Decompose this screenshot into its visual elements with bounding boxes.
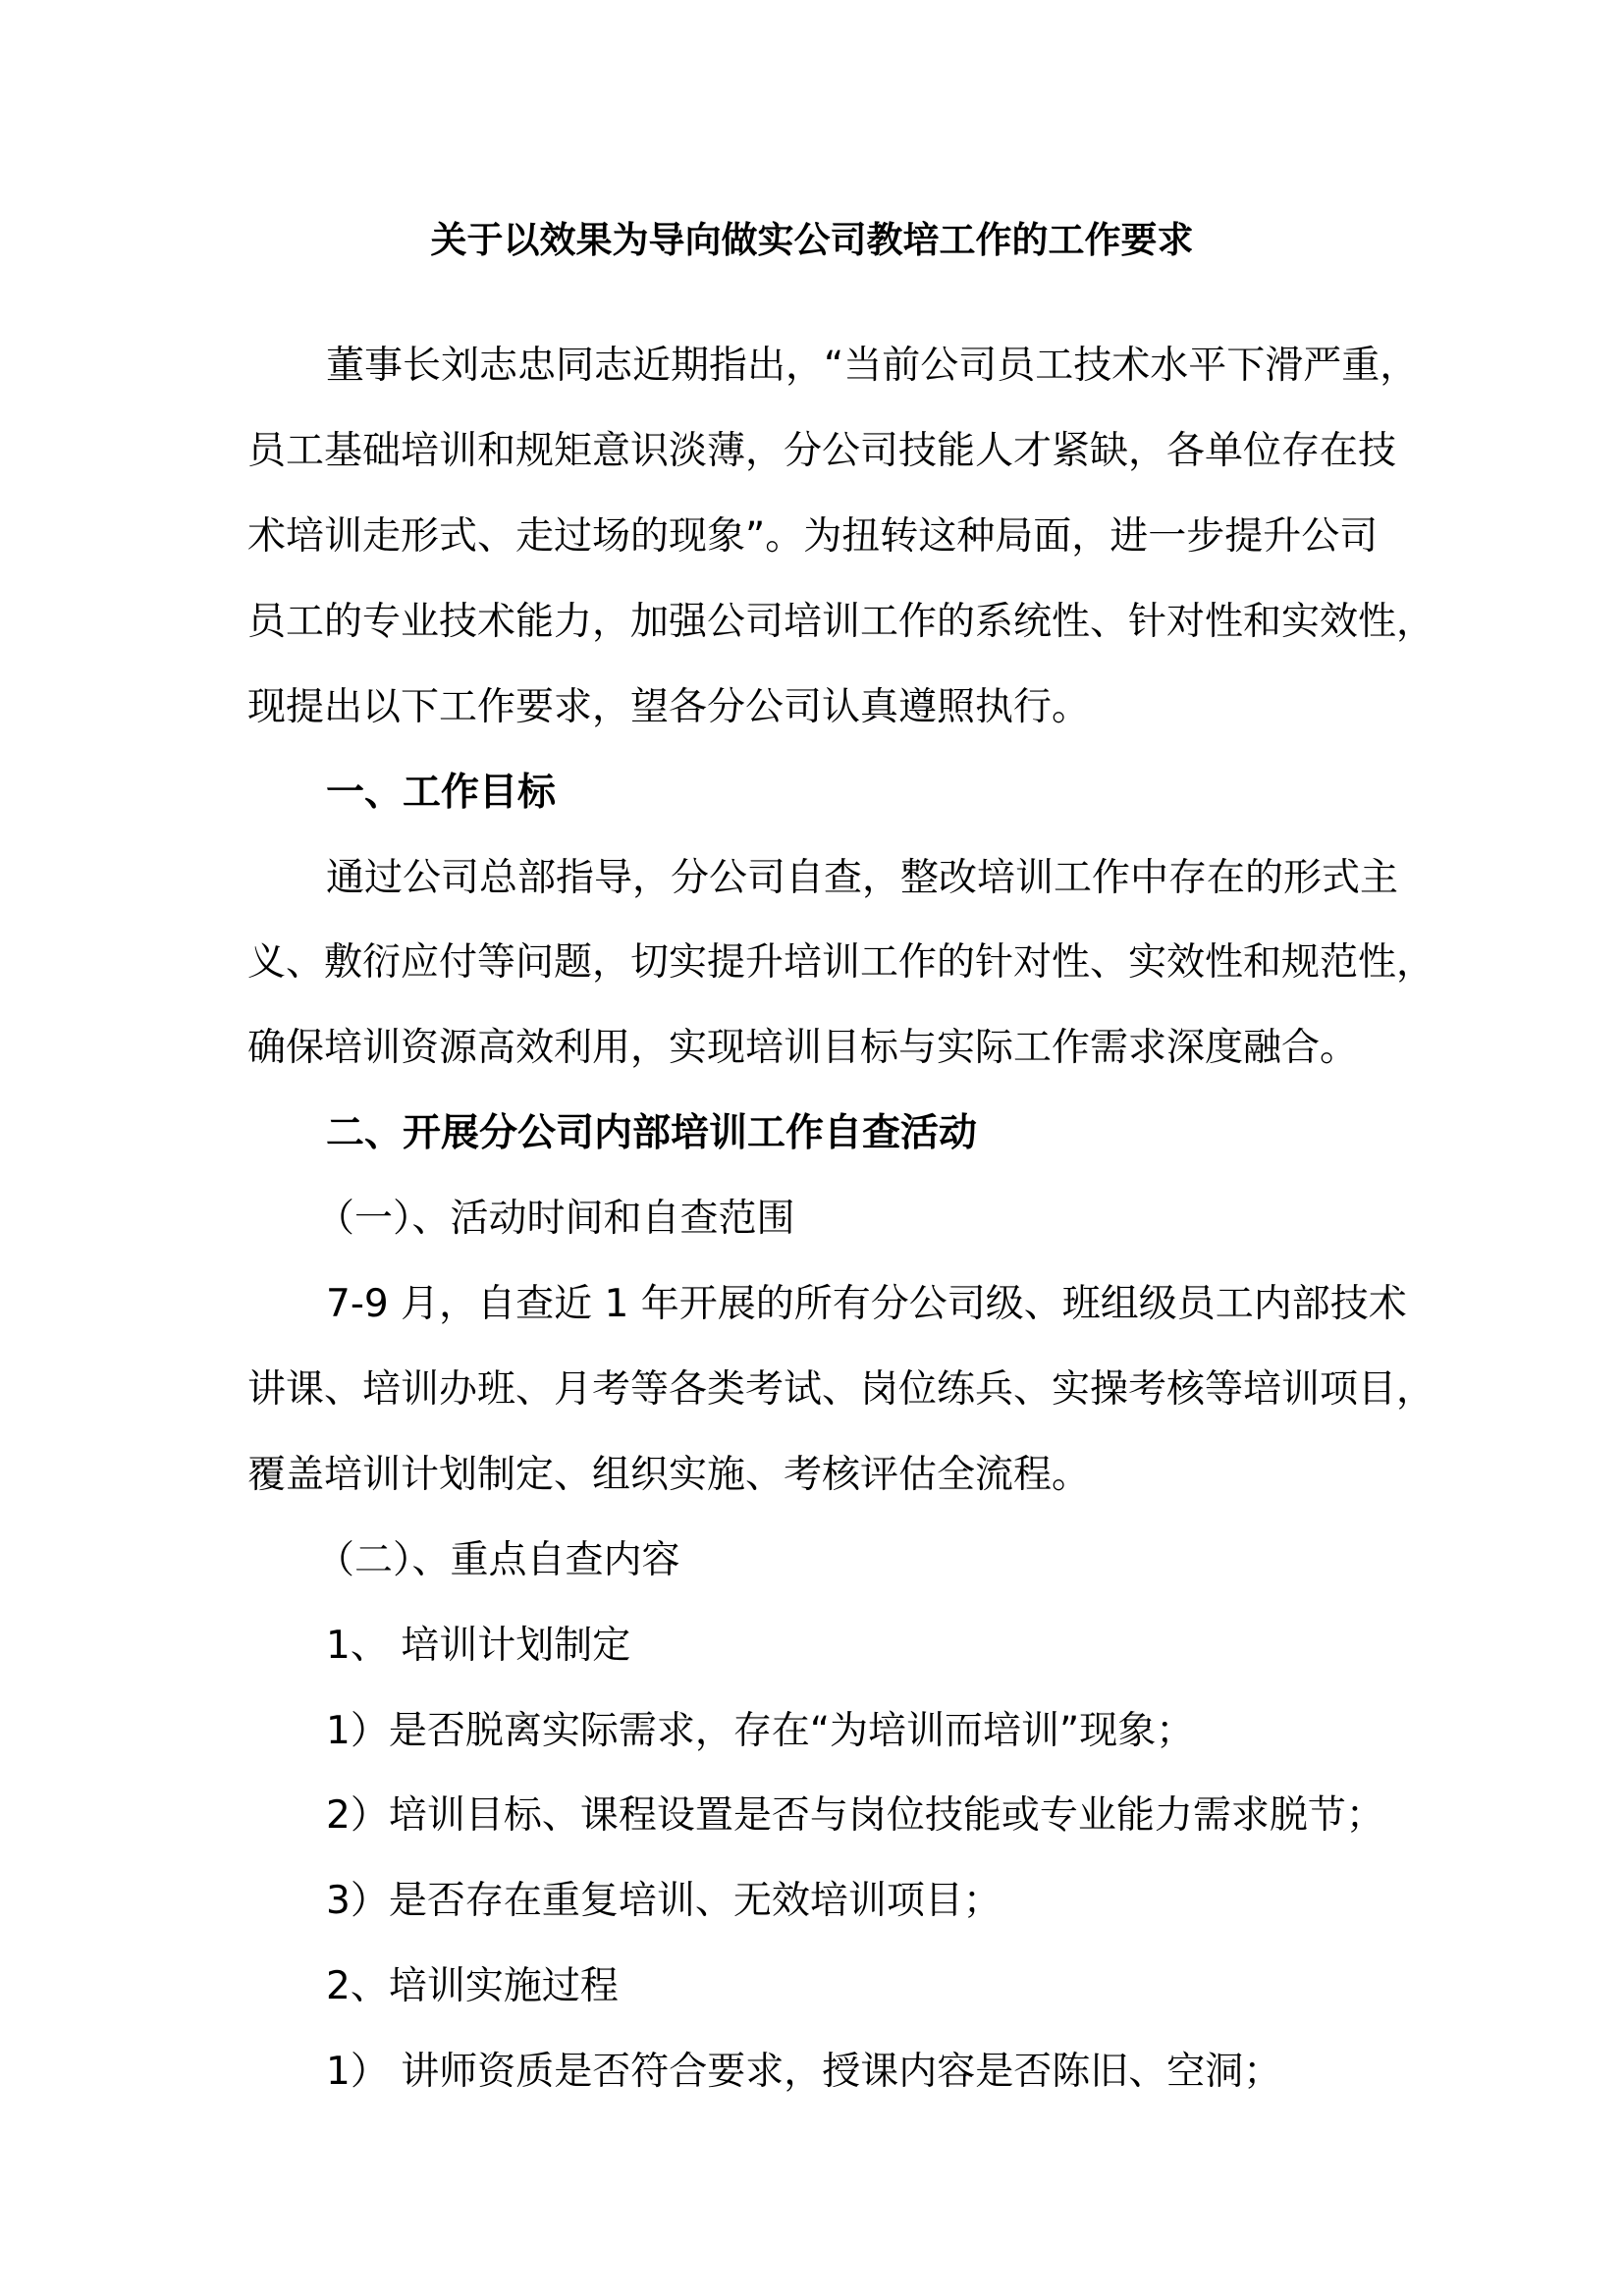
paragraph-line: 通过公司总部指导，分公司自查，整改培训工作中存在的形式主 bbox=[326, 856, 1399, 900]
paragraph-line: 员工基础培训和规矩意识淡薄，分公司技能人才紧缺，各单位存在技 bbox=[247, 429, 1397, 473]
paragraph-line: 术培训走形式、走过场的现象”。为扭转这种局面，进一步提升公司 bbox=[247, 514, 1379, 559]
paragraph-line: 讲课、培训办班、月考等各类考试、岗位练兵、实操考核等培训项目， bbox=[247, 1367, 1435, 1412]
list-item: 3）是否存在重复培训、无效培训项目； bbox=[326, 1879, 1001, 1923]
list-item: 2）培训目标、课程设置是否与岗位技能或专业能力需求脱节； bbox=[326, 1793, 1384, 1838]
paragraph-line: 确保培训资源高效利用，实现培训目标与实际工作需求深度融合。 bbox=[247, 1026, 1359, 1070]
paragraph-line: 7-9 月，自查近 1 年开展的所有分公司级、班组级员工内部技术 bbox=[326, 1282, 1407, 1326]
subsection-heading: （二）、重点自查内容 bbox=[316, 1538, 680, 1582]
list-item: 2、培训实施过程 bbox=[326, 1964, 619, 2008]
section-heading-2: 二、开展分公司内部培训工作自查活动 bbox=[326, 1111, 978, 1155]
list-item: 1）是否脱离实际需求，存在“为培训而培训”现象； bbox=[326, 1709, 1195, 1753]
paragraph-line: 覆盖培训计划制定、组织实施、考核评估全流程。 bbox=[247, 1453, 1091, 1497]
list-item: 1） 讲师资质是否符合要求，授课内容是否陈旧、空洞； bbox=[326, 2050, 1282, 2094]
section-heading-1: 一、工作目标 bbox=[326, 771, 557, 815]
paragraph-line: 现提出以下工作要求，望各分公司认真遵照执行。 bbox=[247, 685, 1091, 729]
paragraph-line: 员工的专业技术能力，加强公司培训工作的系统性、针对性和实效性， bbox=[247, 600, 1435, 644]
document-title: 关于以效果为导向做实公司教培工作的工作要求 bbox=[430, 219, 1194, 261]
paragraph-line: 董事长刘志忠同志近期指出，“当前公司员工技术水平下滑严重， bbox=[326, 344, 1419, 388]
list-item: 1、 培训计划制定 bbox=[326, 1624, 631, 1668]
paragraph-line: 义、敷衍应付等问题，切实提升培训工作的针对性、实效性和规范性， bbox=[247, 940, 1435, 985]
subsection-heading: （一）、活动时间和自查范围 bbox=[316, 1197, 795, 1241]
